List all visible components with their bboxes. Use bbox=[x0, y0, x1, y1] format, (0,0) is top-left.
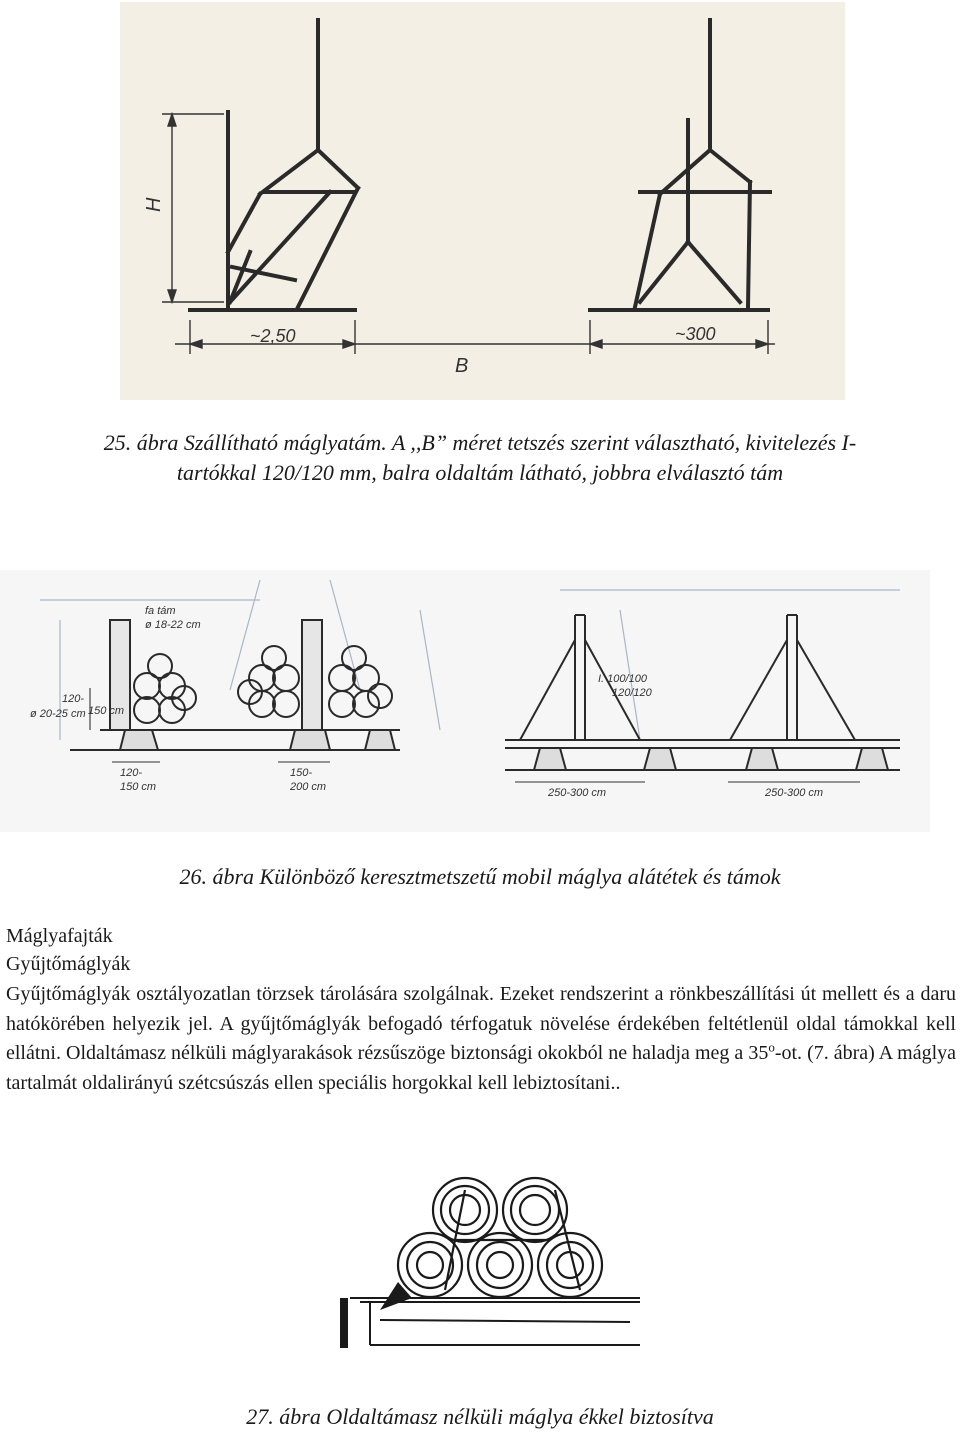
label-log-diameter: ø 20-25 cm bbox=[30, 708, 86, 720]
paragraph-part1: Gyűjtőmáglyák osztályozatlan törzsek tárolására szolgálnak. Ezeket rendszerint a rönkbeszállítási út mellett és a daru hatókörében helyezik jel. A gyűjtőmáglyák befogadó térfogatuk növelése érdekében feltétlenül oldal támokkal kell ellátni. Oldaltámasz nélküli máglyarakások rézsűszöge biztonsági okokból ne haladja meg a 35 bbox=[6, 983, 956, 1064]
figure-26-caption: 26. ábra Különböző keresztmetszetű mobil máglya alátétek és támok bbox=[179, 864, 781, 889]
label-post-diameter: ø 18-22 cm bbox=[145, 619, 201, 631]
figure-25-caption-line2: tartókkal 120/120 mm, balra oldaltám látható, jobbra elválasztó tám bbox=[176, 460, 784, 485]
figure-25-caption-line1: 25. ábra Szállítható máglyatám. A ,,B” méret tetszés szerint választható, kivitelezés I- bbox=[103, 430, 857, 455]
label-span-right: 250-300 cm bbox=[765, 787, 824, 799]
label-fa-tam: fa tám bbox=[145, 605, 176, 617]
section-subtitle: Gyűjtőmáglyák bbox=[6, 953, 131, 975]
label-base-left-b: 150 cm bbox=[120, 781, 157, 793]
label-150: 150 cm bbox=[88, 705, 125, 717]
section-paragraph bbox=[6, 980, 956, 1098]
figure-25-drawing bbox=[120, 2, 845, 400]
dimension-H-label: H bbox=[143, 197, 165, 212]
section-title: Máglyafajták bbox=[6, 925, 113, 947]
label-I-beam-b: 120/120 bbox=[612, 687, 652, 699]
dimension-left-width-label: ~2,50 bbox=[250, 326, 296, 346]
label-base-mid-a: 150- bbox=[290, 767, 313, 779]
paragraph-superscript: o bbox=[768, 1039, 775, 1055]
dimension-right-width-label: ~300 bbox=[675, 324, 716, 344]
paragraph-part2: -ot. (7. ábra) A máglya tartalmát oldalirányú szétcsúszás ellen speciális horgokkal kell lebiztosítani.. bbox=[6, 1042, 957, 1094]
label-base-mid-b: 200 cm bbox=[290, 781, 327, 793]
label-base-left-a: 120- bbox=[120, 767, 143, 779]
figure-26-drawing bbox=[0, 570, 930, 832]
figure-27-drawing bbox=[340, 1170, 640, 1380]
dimension-B-label: B bbox=[455, 355, 469, 377]
label-I-beam-a: I. 100/100 bbox=[598, 673, 647, 685]
label-span-left: 250-300 cm bbox=[548, 787, 607, 799]
figure-27-caption: 27. ábra Oldaltámasz nélküli máglya ékkel biztosítva bbox=[246, 1404, 714, 1429]
label-height: 120- bbox=[62, 693, 85, 705]
figure-25-caption bbox=[40, 428, 920, 488]
